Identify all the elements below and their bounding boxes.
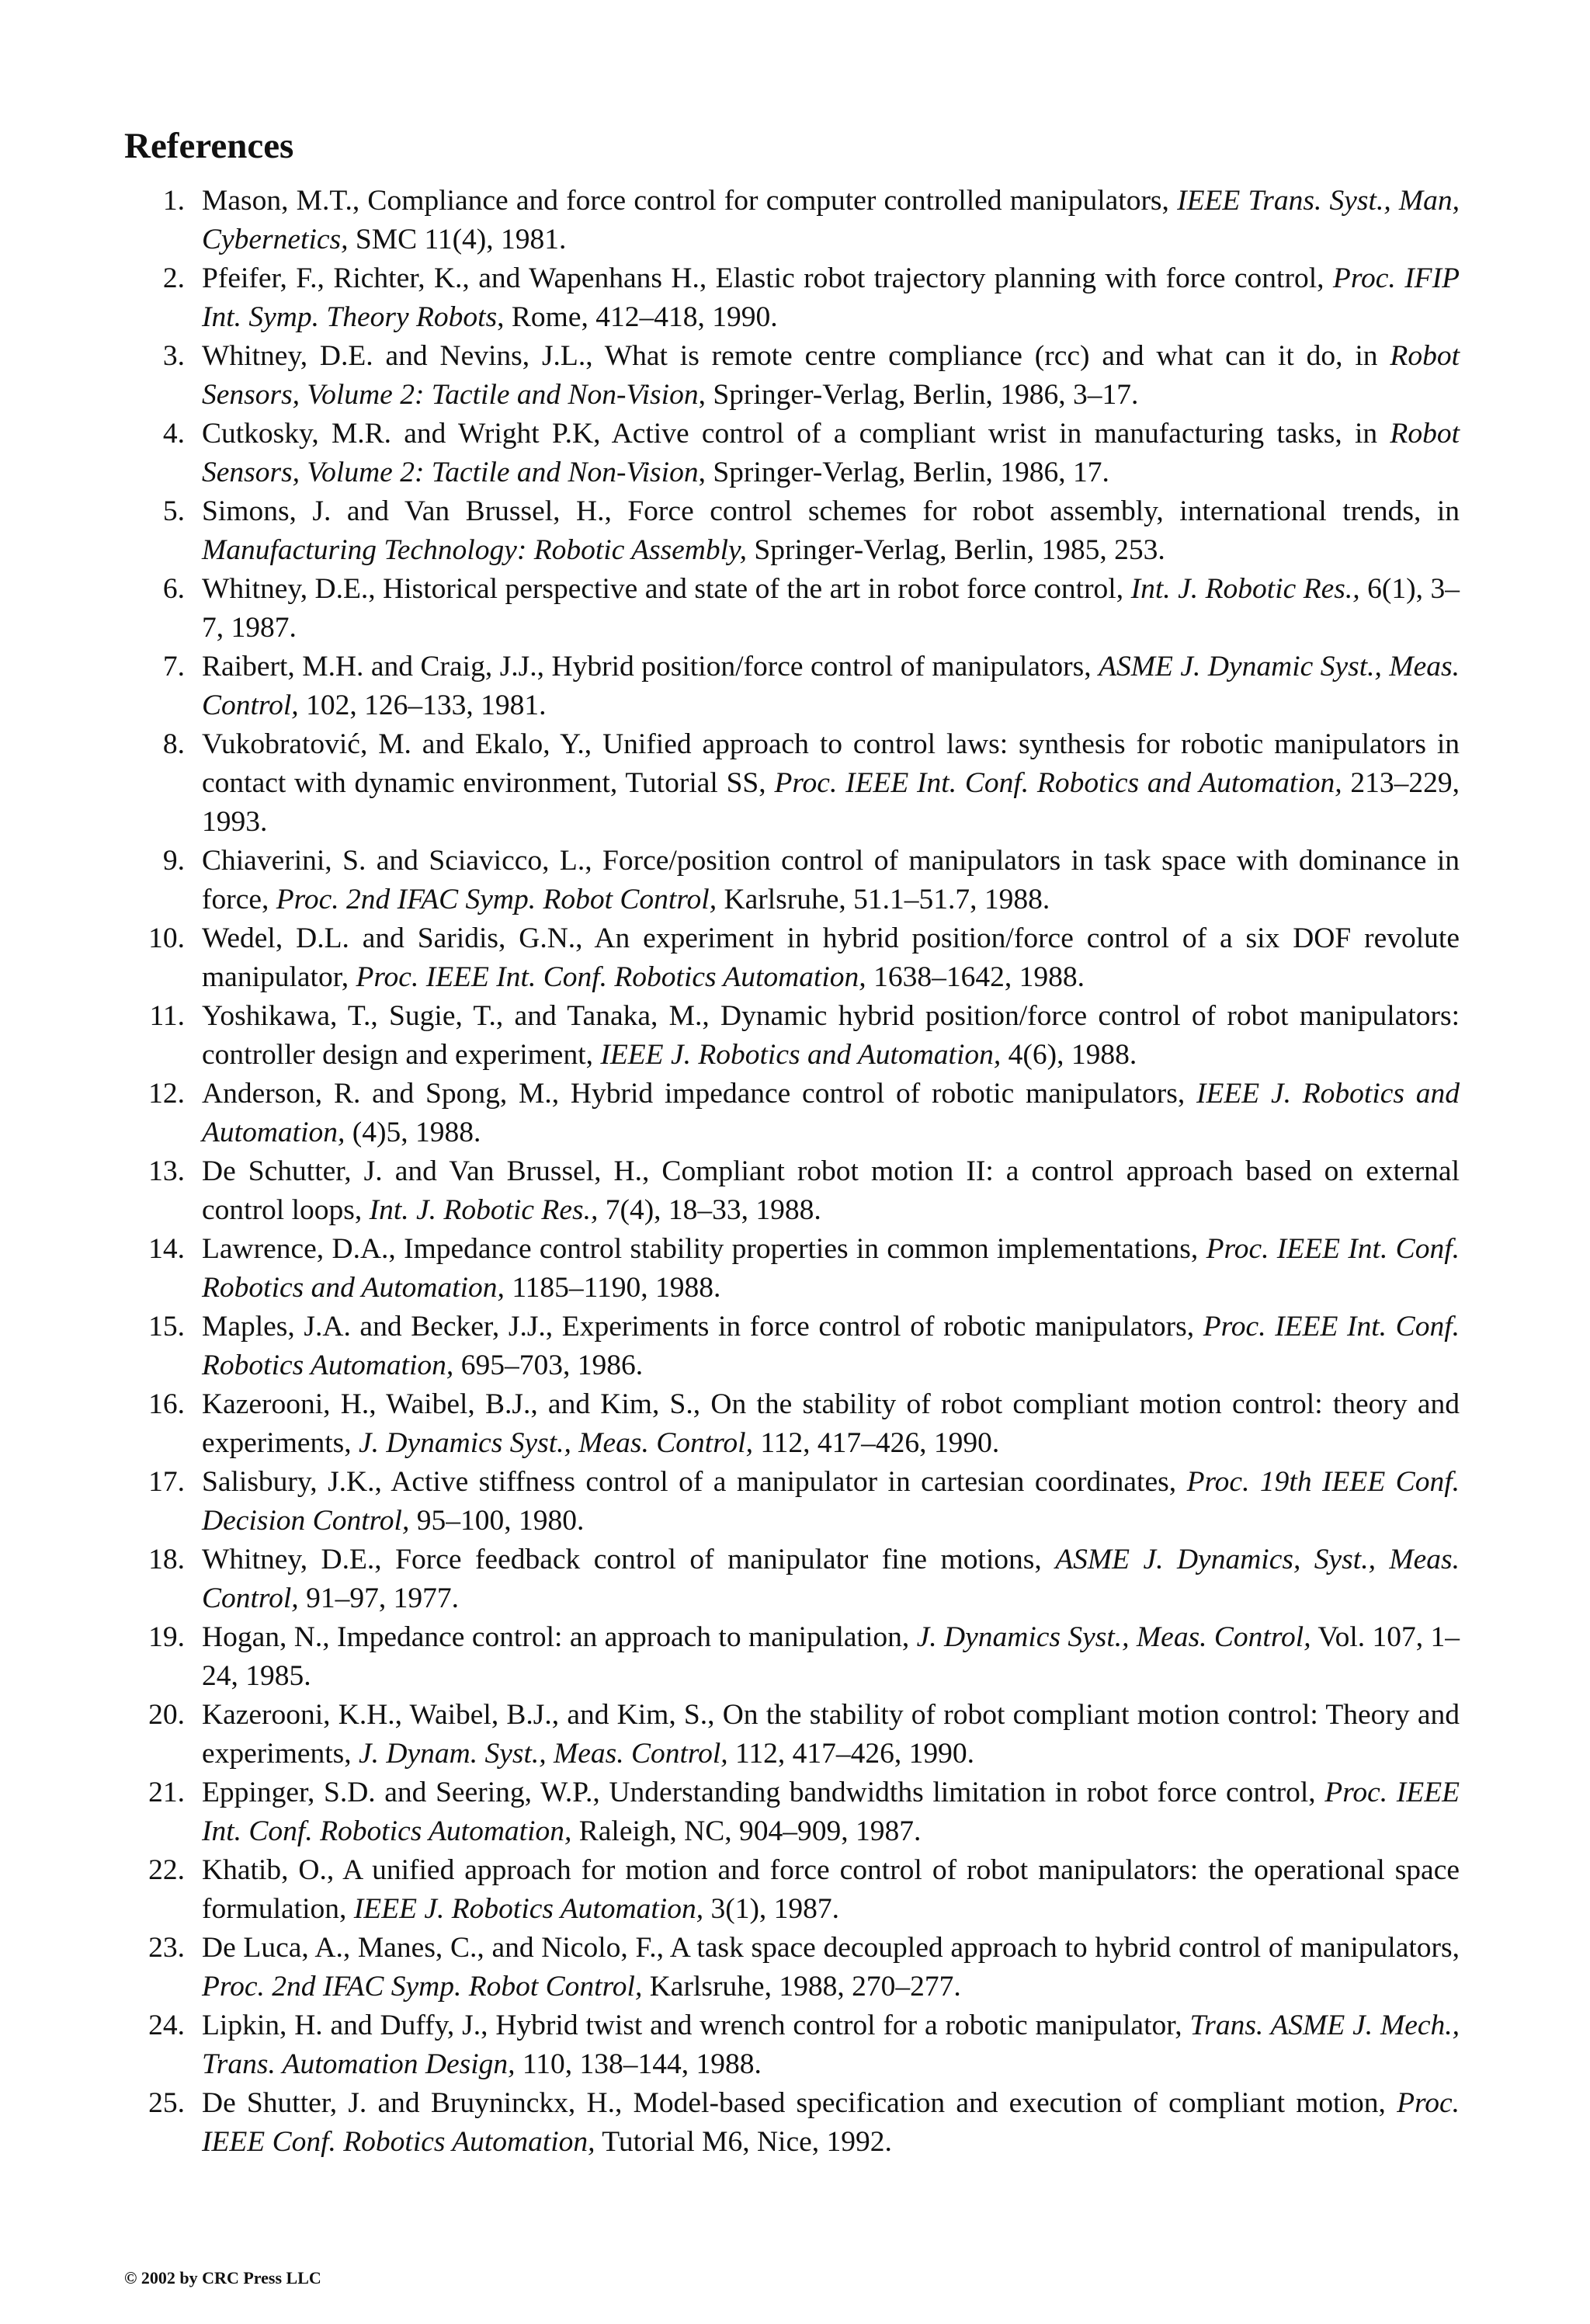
references-page xyxy=(124,124,1460,2162)
reference-item xyxy=(124,997,1460,1075)
reference-source-italic: Proc. IFIP Int. Symp. Theory Robots xyxy=(202,262,1460,333)
reference-source-italic: IEEE J. Robotics and Automation, xyxy=(600,1039,1002,1071)
reference-text xyxy=(202,1311,1460,1381)
reference-segment: , Springer-Verlag, Berlin, 1986, 17. xyxy=(698,457,1109,488)
reference-segment: Lawrence, D.A., Impedance control stability properties in common implementations, xyxy=(202,1233,1206,1265)
reference-number: 24. xyxy=(148,2010,185,2041)
reference-item xyxy=(124,415,1460,492)
reference-number: 12. xyxy=(148,1078,185,1110)
reference-text xyxy=(202,2010,1460,2080)
reference-item xyxy=(124,1696,1460,1773)
reference-segment: Mason, M.T., Compliance and force control for computer controlled manipulators, xyxy=(202,185,1178,217)
reference-item xyxy=(124,259,1460,337)
reference-segment: 110, 138–144, 1988. xyxy=(515,2048,762,2080)
reference-item xyxy=(124,337,1460,415)
reference-item xyxy=(124,2084,1460,2162)
reference-text xyxy=(202,1078,1460,1148)
reference-number: 19. xyxy=(148,1621,185,1653)
reference-segment: Hogan, N., Impedance control: an approach to manipulation, xyxy=(202,1621,917,1653)
reference-text xyxy=(202,262,1460,333)
reference-item xyxy=(124,1463,1460,1541)
reference-source-italic: J. Dynam. Syst., Meas. Control, xyxy=(359,1738,728,1770)
reference-number: 15. xyxy=(148,1311,185,1343)
reference-segment: De Luca, A., Manes, C., and Nicolo, F., A task space decoupled approach to hybrid control of manipulators, xyxy=(202,1932,1460,1964)
reference-number: 11. xyxy=(149,1000,185,1032)
reference-source-italic: Proc. IEEE Int. Conf. Robotics and Automation, xyxy=(202,1233,1460,1304)
reference-item xyxy=(124,570,1460,648)
reference-segment: 6(1), 3–7, 1987. xyxy=(202,573,1460,644)
reference-text xyxy=(202,1000,1460,1071)
reference-number: 7. xyxy=(162,651,185,683)
reference-source-italic: ASME J. Dynamic Syst., Meas. Control, xyxy=(202,651,1460,721)
reference-number: 2. xyxy=(162,262,185,294)
reference-text xyxy=(202,340,1460,411)
reference-number: 21. xyxy=(148,1777,185,1808)
reference-item xyxy=(124,1929,1460,2006)
reference-source-italic: Proc. IEEE Int. Conf. Robotics and Automation, xyxy=(774,767,1342,799)
reference-item xyxy=(124,2006,1460,2084)
reference-segment: Wedel, D.L. and Saridis, G.N., An experiment in hybrid position/force control of a six DOF revolute manipulator, xyxy=(202,922,1460,993)
reference-segment: Raleigh, NC, 904–909, 1987. xyxy=(571,1815,922,1847)
reference-segment: Khatib, O., A unified approach for motion and force control of robot manipulators: the operational space formulation, xyxy=(202,1854,1460,1925)
reference-item xyxy=(124,182,1460,259)
reference-segment: Maples, J.A. and Becker, J.J., Experiments in force control of robotic manipulators, xyxy=(202,1311,1203,1343)
reference-segment: 695–703, 1986. xyxy=(453,1350,644,1381)
reference-source-italic: Proc. 2nd IFAC Symp. Robot Control, xyxy=(276,884,717,915)
references-heading: References xyxy=(124,126,294,166)
reference-segment: Vukobratović, M. and Ekalo, Y., Unified approach to control laws: synthesis for robotic manipulators in contact with dynamic environment, Tutorial SS, xyxy=(202,728,1460,799)
reference-number: 22. xyxy=(148,1854,185,1886)
reference-segment: Cutkosky, M.R. and Wright P.K, Active control of a compliant wrist in manufacturing tasks, in xyxy=(202,418,1390,450)
reference-text xyxy=(202,651,1460,721)
reference-source-italic: Proc. IEEE Conf. Robotics Automation, xyxy=(202,2087,1460,2158)
reference-segment: Whitney, D.E., Historical perspective and state of the art in robot force control, xyxy=(202,573,1131,605)
reference-source-italic: IEEE J. Robotics and Automation, xyxy=(202,1078,1460,1148)
reference-item xyxy=(124,1851,1460,1929)
reference-segment: 95–100, 1980. xyxy=(409,1505,585,1537)
reference-item xyxy=(124,1773,1460,1851)
reference-number: 9. xyxy=(162,845,185,877)
reference-segment: 91–97, 1977. xyxy=(298,1582,459,1614)
reference-item xyxy=(124,725,1460,842)
reference-number: 23. xyxy=(148,1932,185,1964)
reference-source-italic: Trans. ASME J. Mech., Trans. Automation Design, xyxy=(202,2010,1460,2080)
reference-item xyxy=(124,1152,1460,1230)
reference-source-italic: Robot Sensors, Volume 2: Tactile and Non-Vision xyxy=(202,340,1460,411)
reference-segment: 3(1), 1987. xyxy=(703,1893,840,1925)
reference-text xyxy=(202,495,1460,566)
reference-segment: 7(4), 18–33, 1988. xyxy=(598,1194,821,1226)
reference-segment: 1185–1190, 1988. xyxy=(504,1272,721,1304)
reference-source-italic: Manufacturing Technology: Robotic Assembly, xyxy=(202,534,748,566)
reference-source-italic: Proc. IEEE Int. Conf. Robotics Automation, xyxy=(202,1777,1460,1847)
reference-segment: Kazerooni, H., Waibel, B.J., and Kim, S., On the stability of robot compliant motion control: theory and experiments, xyxy=(202,1388,1460,1459)
reference-number: 10. xyxy=(148,922,185,954)
reference-segment: , Springer-Verlag, Berlin, 1986, 3–17. xyxy=(698,379,1139,411)
reference-text xyxy=(202,573,1460,644)
reference-number: 14. xyxy=(148,1233,185,1265)
reference-item xyxy=(124,842,1460,919)
reference-segment: Whitney, D.E., Force feedback control of manipulator fine motions, xyxy=(202,1544,1056,1575)
reference-number: 6. xyxy=(162,573,185,605)
reference-segment: SMC 11(4), 1981. xyxy=(348,224,567,255)
reference-segment: 4(6), 1988. xyxy=(1001,1039,1137,1071)
reference-segment: 213–229, 1993. xyxy=(202,767,1460,838)
reference-segment: 1638–1642, 1988. xyxy=(866,961,1085,993)
reference-segment: Yoshikawa, T., Sugie, T., and Tanaka, M., Dynamic hybrid position/force control of robot manipulators: controller design and experiment, xyxy=(202,1000,1460,1071)
reference-number: 13. xyxy=(148,1155,185,1187)
reference-text xyxy=(202,1233,1460,1304)
reference-item xyxy=(124,919,1460,997)
reference-text xyxy=(202,1155,1460,1226)
reference-item xyxy=(124,1308,1460,1385)
reference-segment: 112, 417–426, 1990. xyxy=(727,1738,975,1770)
reference-segment: (4)5, 1988. xyxy=(345,1117,481,1148)
reference-segment: Eppinger, S.D. and Seering, W.P., Understanding bandwidths limitation in robot force control, xyxy=(202,1777,1325,1808)
reference-segment: Karlsruhe, 1988, 270–277. xyxy=(642,1971,961,2003)
reference-number: 20. xyxy=(148,1699,185,1731)
reference-source-italic: Proc. 2nd IFAC Symp. Robot Control, xyxy=(202,1971,643,2003)
reference-number: 17. xyxy=(148,1466,185,1498)
reference-item xyxy=(124,1541,1460,1618)
reference-number: 25. xyxy=(148,2087,185,2119)
reference-source-italic: Proc. IEEE Int. Conf. Robotics Automation, xyxy=(356,961,866,993)
reference-text xyxy=(202,1544,1460,1614)
reference-item xyxy=(124,1230,1460,1308)
reference-text xyxy=(202,922,1460,993)
reference-item xyxy=(124,1385,1460,1463)
reference-segment: Tutorial M6, Nice, 1992. xyxy=(595,2126,892,2158)
reference-segment: Kazerooni, K.H., Waibel, B.J., and Kim, S., On the stability of robot compliant motion control: Theory and experiments, xyxy=(202,1699,1460,1770)
copyright-footer: © 2002 by CRC Press LLC xyxy=(124,2268,321,2288)
reference-source-italic: IEEE Trans. Syst., Man, Cybernetics, xyxy=(202,185,1460,255)
reference-number: 4. xyxy=(162,418,185,450)
reference-text xyxy=(202,418,1460,488)
reference-text xyxy=(202,1699,1460,1770)
reference-segment: De Schutter, J. and Van Brussel, H., Compliant robot motion II: a control approach based on external control loops, xyxy=(202,1155,1460,1226)
reference-source-italic: J. Dynamics Syst., Meas. Control, xyxy=(916,1621,1311,1653)
reference-text xyxy=(202,1777,1460,1847)
reference-text xyxy=(202,1932,1460,2003)
reference-source-italic: IEEE J. Robotics Automation, xyxy=(353,1893,704,1925)
reference-source-italic: Int. J. Robotic Res., xyxy=(369,1194,599,1226)
reference-segment: De Shutter, J. and Bruyninckx, H., Model-based specification and execution of compliant motion, xyxy=(202,2087,1397,2119)
reference-segment: Springer-Verlag, Berlin, 1985, 253. xyxy=(747,534,1165,566)
reference-text xyxy=(202,1621,1460,1692)
reference-segment: Vol. 107, 1–24, 1985. xyxy=(202,1621,1460,1692)
reference-segment: Simons, J. and Van Brussel, H., Force control schemes for robot assembly, international trends, in xyxy=(202,495,1460,527)
reference-segment: Lipkin, H. and Duffy, J., Hybrid twist and wrench control for a robotic manipulator, xyxy=(202,2010,1190,2041)
reference-text xyxy=(202,2087,1460,2158)
reference-number: 5. xyxy=(162,495,185,527)
reference-text xyxy=(202,185,1460,255)
reference-segment: Whitney, D.E. and Nevins, J.L., What is remote centre compliance (rcc) and what can it do, in xyxy=(202,340,1390,372)
reference-source-italic: J. Dynamics Syst., Meas. Control, xyxy=(359,1427,753,1459)
reference-segment: Raibert, M.H. and Craig, J.J., Hybrid position/force control of manipulators, xyxy=(202,651,1099,683)
reference-text xyxy=(202,728,1460,838)
reference-number: 3. xyxy=(162,340,185,372)
reference-item xyxy=(124,648,1460,725)
reference-text xyxy=(202,1388,1460,1459)
reference-number: 1. xyxy=(162,185,185,217)
reference-source-italic: ASME J. Dynamics, Syst., Meas. Control, xyxy=(202,1544,1460,1614)
reference-source-italic: Int. J. Robotic Res., xyxy=(1130,573,1360,605)
reference-segment: Anderson, R. and Spong, M., Hybrid impedance control of robotic manipulators, xyxy=(202,1078,1196,1110)
reference-text xyxy=(202,1854,1460,1925)
reference-text xyxy=(202,1466,1460,1537)
reference-text xyxy=(202,845,1460,915)
reference-segment: Karlsruhe, 51.1–51.7, 1988. xyxy=(717,884,1050,915)
reference-source-italic: Proc. IEEE Int. Conf. Robotics Automation, xyxy=(202,1311,1460,1381)
reference-segment: 112, 417–426, 1990. xyxy=(752,1427,1000,1459)
reference-segment: , Rome, 412–418, 1990. xyxy=(497,301,778,333)
reference-item xyxy=(124,1075,1460,1152)
reference-source-italic: Proc. 19th IEEE Conf. Decision Control, xyxy=(202,1466,1460,1537)
reference-number: 8. xyxy=(162,728,185,760)
reference-source-italic: Robot Sensors, Volume 2: Tactile and Non-Vision xyxy=(202,418,1460,488)
reference-item xyxy=(124,1618,1460,1696)
reference-number: 16. xyxy=(148,1388,185,1420)
reference-item xyxy=(124,492,1460,570)
references-list xyxy=(124,182,1460,2162)
reference-segment: Salisbury, J.K., Active stiffness control of a manipulator in cartesian coordinates, xyxy=(202,1466,1187,1498)
reference-segment: Pfeifer, F., Richter, K., and Wapenhans H., Elastic robot trajectory planning with force control, xyxy=(202,262,1333,294)
reference-segment: 102, 126–133, 1981. xyxy=(298,690,547,721)
reference-number: 18. xyxy=(148,1544,185,1575)
reference-segment: Chiaverini, S. and Sciavicco, L., Force/position control of manipulators in task space with dominance in force, xyxy=(202,845,1460,915)
